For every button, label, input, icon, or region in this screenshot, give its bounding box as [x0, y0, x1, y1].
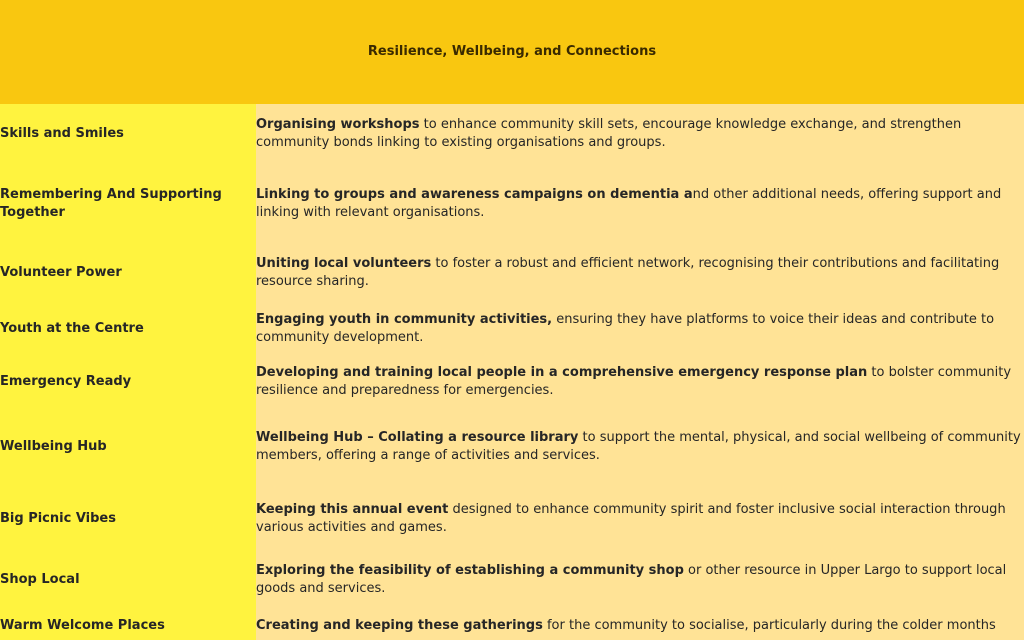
- table-row: [0, 302, 1024, 356]
- row-title: Youth at the Centre: [0, 321, 144, 336]
- row-title: Warm Welcome Places: [0, 618, 165, 633]
- row-description: [256, 302, 1022, 356]
- row-description: [256, 492, 1022, 546]
- row-description-bold: Engaging youth in community activities,: [256, 312, 553, 327]
- row-title: Remembering And Supporting Together: [0, 187, 222, 220]
- row-description-bold: Linking to groups and awareness campaigns on dementia a: [256, 187, 693, 202]
- row-title: Skills and Smiles: [0, 126, 124, 141]
- row-description-rest: or other resource in Upper Largo to support local goods and services.: [256, 563, 1007, 596]
- row-description-rest: nd other additional needs, offering support and linking with relevant organisations.: [256, 187, 1002, 220]
- row-description-rest: ensuring they have platforms to voice their ideas and contribute to community development.: [256, 312, 995, 345]
- page-title: Resilience, Wellbeing, and Connections: [367, 43, 657, 59]
- row-description-bold: Organising workshops: [256, 117, 420, 132]
- activities-table: [0, 104, 1024, 640]
- row-description-bold: Creating and keeping these gatherings: [256, 618, 543, 633]
- row-description: [256, 553, 1022, 607]
- table-row: [0, 104, 1024, 164]
- row-description: [256, 614, 1022, 638]
- row-description: [256, 420, 1022, 474]
- row-title: Emergency Ready: [0, 374, 132, 389]
- row-description-rest: to support the mental, physical, and social wellbeing of community members, offering a range of activities and services.: [256, 430, 1021, 463]
- row-description-bold: Keeping this annual event: [256, 502, 449, 517]
- row-description: [256, 176, 1022, 232]
- row-title: Wellbeing Hub: [0, 439, 107, 454]
- row-description: [256, 245, 1022, 301]
- row-description-rest: to bolster community resilience and preparedness for emergencies.: [256, 365, 1012, 398]
- row-description-bold: Wellbeing Hub – Collating a resource library: [256, 430, 579, 445]
- row-description-bold: Exploring the feasibility of establishing a community shop: [256, 563, 684, 578]
- row-description-bold: Developing and training local people in a comprehensive emergency response plan: [256, 365, 868, 380]
- table-row: [0, 420, 1024, 474]
- row-description: [256, 355, 1022, 409]
- table-row: [0, 553, 1024, 607]
- table-row: [0, 176, 1024, 232]
- row-description: [256, 104, 1022, 164]
- table-row: [0, 245, 1024, 301]
- row-description-rest: to enhance community skill sets, encourage knowledge exchange, and strengthen community bonds linking to existing organisations and groups.: [256, 117, 962, 150]
- table-row: [0, 492, 1024, 546]
- row-title: Volunteer Power: [0, 265, 122, 280]
- table-row: [0, 355, 1024, 409]
- row-description-rest: designed to enhance community spirit and foster inclusive social interaction through various activities and games.: [256, 502, 1006, 535]
- header-banner: [0, 0, 1024, 104]
- table-row: [0, 614, 1024, 638]
- row-title: Big Picnic Vibes: [0, 511, 116, 526]
- row-title: Shop Local: [0, 572, 80, 587]
- row-description-rest: for the community to socialise, particularly during the colder months: [542, 618, 996, 633]
- row-description-rest: to foster a robust and efficient network, recognising their contributions and facilitating resource sharing.: [256, 256, 1000, 289]
- row-description-bold: Uniting local volunteers: [256, 256, 432, 271]
